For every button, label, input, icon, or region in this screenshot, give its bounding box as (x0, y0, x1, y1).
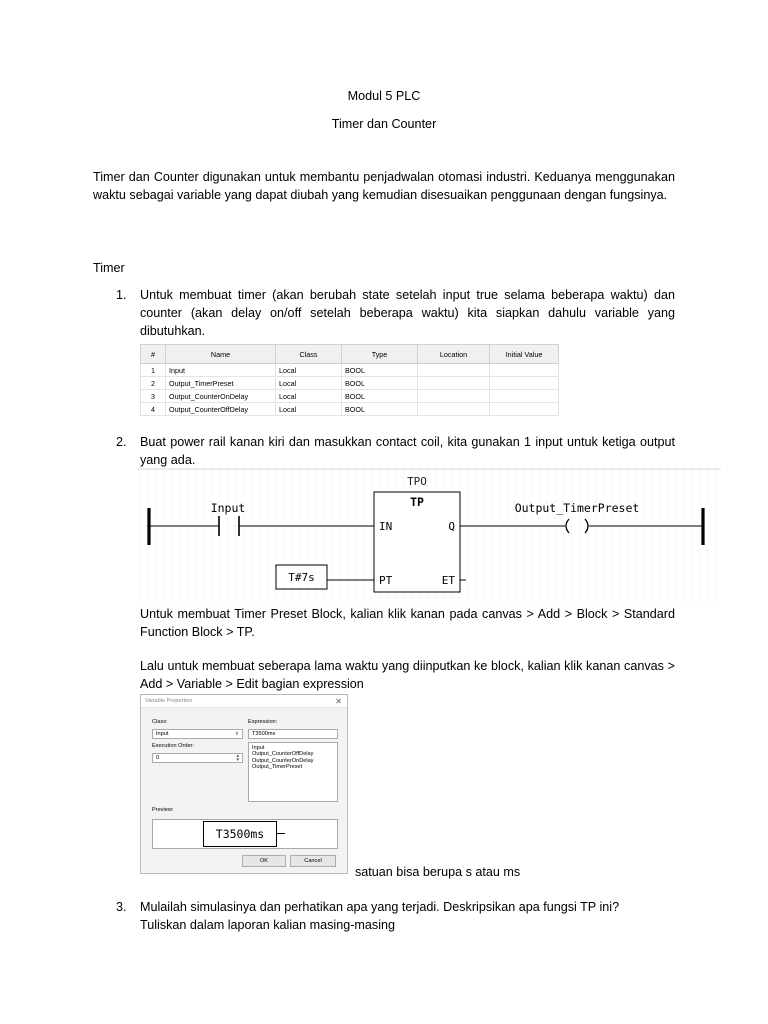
table-cell: BOOL (342, 403, 418, 416)
dialog-title: Variable Properties (141, 695, 347, 708)
list-item[interactable]: Output_CounterOnDelay (252, 757, 314, 764)
table-cell: 1 (141, 364, 166, 377)
table-cell: Local (276, 403, 342, 416)
table-cell (418, 377, 490, 390)
pin-q-label: Q (448, 520, 455, 533)
preview-label: Preview: (152, 807, 174, 813)
order-label: Execution Order: (152, 743, 194, 749)
table-row[interactable] (141, 364, 559, 377)
chevron-down-icon: ∨ (234, 731, 239, 737)
table-cell: 2 (141, 377, 166, 390)
table-cell (490, 403, 559, 416)
expression-list[interactable] (248, 742, 338, 802)
ladder-diagram (137, 468, 721, 606)
class-select[interactable] (152, 729, 243, 739)
column-header: Name (166, 345, 276, 364)
preview-canvas (152, 819, 338, 849)
section-heading: Timer (93, 261, 125, 275)
preview-variable-value: T3500ms (215, 827, 265, 841)
block-type: TP (410, 495, 424, 509)
table-cell (490, 364, 559, 377)
class-select-value: Input (156, 731, 169, 737)
page-title: Modul 5 PLC (347, 89, 421, 103)
ok-button[interactable]: OK (242, 855, 286, 867)
table-cell: Local (276, 364, 342, 377)
table-row[interactable] (141, 390, 559, 403)
contact-label: Input (210, 501, 246, 515)
table-cell: Output_CounterOffDelay (166, 403, 276, 416)
column-header: Location (418, 345, 490, 364)
cancel-button[interactable]: Cancel (290, 855, 336, 867)
pin-et-label: ET (441, 574, 455, 587)
table-cell: BOOL (342, 377, 418, 390)
table-cell: Output_TimerPreset (166, 377, 276, 390)
step-number: 1. (116, 288, 127, 302)
block-instance-name: TPO (407, 475, 427, 488)
step-number: 3. (116, 900, 127, 914)
table-row[interactable] (141, 403, 559, 416)
preview-variable-box (203, 821, 277, 847)
table-row[interactable] (141, 377, 559, 390)
execution-order-value: 0 (156, 755, 160, 761)
list-item[interactable]: Output_TimerPreset (252, 764, 303, 771)
expression-label: Expression: (248, 719, 278, 725)
preview-output-wire (277, 833, 285, 834)
intro-paragraph: Timer dan Counter digunakan untuk membantu penjadwalan otomasi industri. Keduanya menggunakan waktu sebagai variable yang dapat diubah yang kemudian disesuaikan penggunaan dengan fungsinya. (93, 170, 675, 202)
table-cell (418, 364, 490, 377)
table-cell: BOOL (342, 390, 418, 403)
page-subtitle: Timer dan Counter (331, 117, 437, 131)
preset-variable-value: T#7s (288, 571, 315, 584)
step-text: Untuk membuat timer (akan berubah state setelah input true selama beberapa waktu) dan counter (akan delay on/off setelah beberapa waktu) kita siapkan dahulu variable yang dibutuhkan. (140, 288, 675, 338)
column-header: Initial Value (490, 345, 559, 364)
table-cell: 3 (141, 390, 166, 403)
pin-pt-label: PT (379, 574, 393, 587)
table-cell: Output_CounterOnDelay (166, 390, 276, 403)
instruction-paragraph: Untuk membuat Timer Preset Block, kalian klik kanan pada canvas > Add > Block > Standard Function Block > TP. (140, 607, 675, 639)
step-number: 2. (116, 435, 127, 449)
table-cell: BOOL (342, 364, 418, 377)
table-cell (490, 377, 559, 390)
coil-label: Output_TimerPreset (514, 501, 640, 515)
step-text: Mulailah simulasinya dan perhatikan apa yang terjadi. Deskripsikan apa fungsi TP ini? Tuliskan dalam laporan kalian masing-masing (140, 900, 620, 932)
table-cell (490, 390, 559, 403)
expression-input[interactable] (248, 729, 338, 739)
table-cell (418, 390, 490, 403)
column-header: # (141, 345, 166, 364)
table-header-row (141, 345, 559, 364)
close-icon[interactable]: ✕ (335, 697, 342, 706)
variable-table (140, 344, 559, 416)
table-cell (418, 403, 490, 416)
expression-input-value: T3500ms (252, 731, 276, 737)
column-header: Type (342, 345, 418, 364)
execution-order-input[interactable] (152, 753, 243, 763)
pin-in-label: IN (379, 520, 393, 533)
instruction-paragraph: Lalu untuk membuat seberapa lama waktu yang diinputkan ke block, kalian klik kanan canvas > Add > Variable > Edit bagian expression (140, 659, 675, 691)
variable-properties-dialog (140, 694, 348, 874)
list-item[interactable]: Input (252, 745, 265, 751)
table-cell: Input (166, 364, 276, 377)
table-cell: Local (276, 377, 342, 390)
dialog-caption: satuan bisa berupa s atau ms (355, 865, 521, 879)
table-cell: Local (276, 390, 342, 403)
class-label: Class: (152, 719, 168, 725)
table-cell: 4 (141, 403, 166, 416)
step-text: Buat power rail kanan kiri dan masukkan contact coil, kita gunakan 1 input untuk ketiga output yang ada. (140, 435, 675, 467)
spinner-icon[interactable]: ▲ ▼ (235, 753, 240, 762)
list-item[interactable]: Output_CounterOffDelay (252, 751, 314, 758)
column-header: Class (276, 345, 342, 364)
